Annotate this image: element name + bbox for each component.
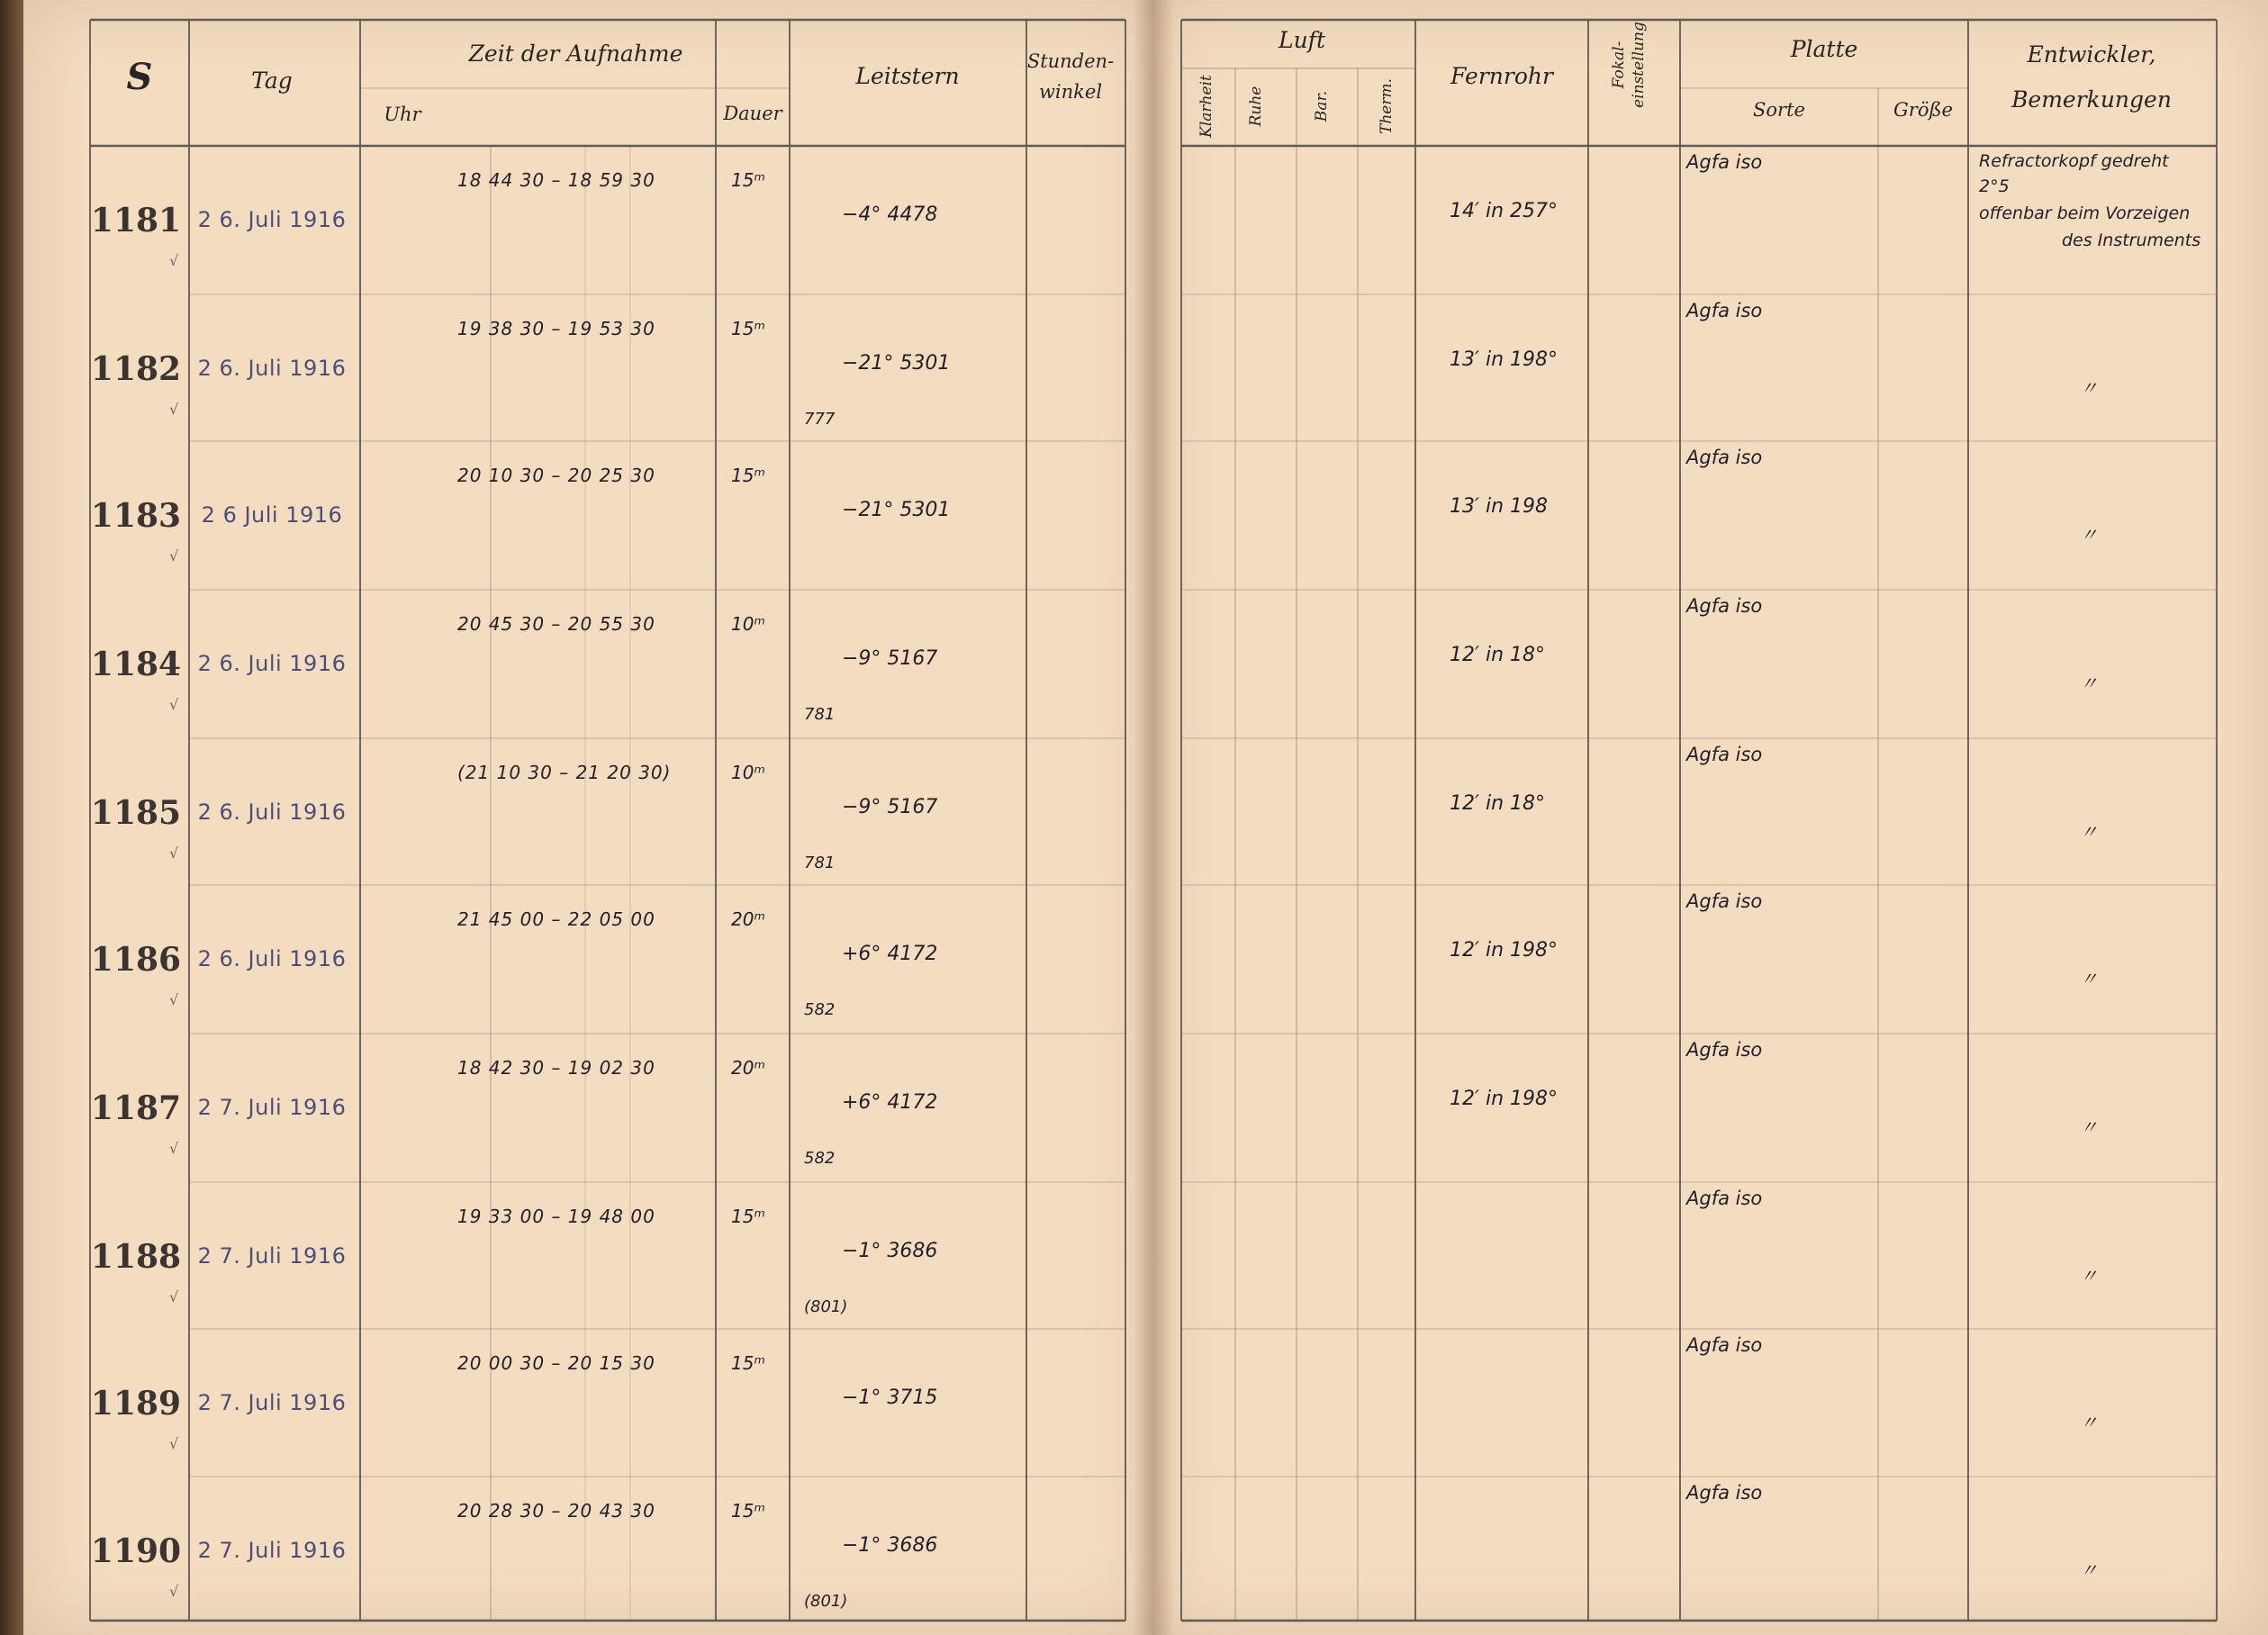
row-fernrohr: 12′ in 198° — [1450, 939, 1559, 962]
row-time: 20 00 30 – 20 15 30 — [457, 1352, 655, 1374]
row-date: 2 6. Juli 1916 — [197, 799, 347, 825]
row-ditto-mark: 〃 — [2080, 821, 2098, 843]
row-leitstern: +6° 4172 — [842, 943, 938, 965]
row-date: 2 7. Juli 1916 — [197, 1390, 347, 1415]
header-sorte: Sorte — [1753, 99, 1805, 121]
row-leitstern-note: 777 — [804, 410, 836, 429]
row-leitstern: −1° 3715 — [842, 1387, 938, 1409]
row-s-number: 1181 — [90, 202, 182, 239]
header-dauer: Dauer — [723, 103, 782, 124]
row-dauer: 15ᵐ — [731, 1206, 765, 1227]
row-dauer: 20ᵐ — [731, 908, 765, 930]
row-time: 18 44 30 – 18 59 30 — [457, 169, 655, 191]
header-fokal-2: einstellung — [1630, 22, 1648, 108]
row-platte-sorte: Agfa iso — [1686, 300, 1763, 321]
row-s-number: 1184 — [90, 646, 182, 683]
row-time: (21 10 30 – 21 20 30) — [457, 762, 672, 783]
row-platte-sorte: Agfa iso — [1686, 447, 1763, 468]
row-ditto-mark: 〃 — [2080, 377, 2098, 399]
row-date: 2 6. Juli 1916 — [197, 207, 347, 232]
header-platte: Platte — [1790, 36, 1858, 62]
header-klarheit: Klarheit — [1197, 75, 1215, 138]
header-entwickler-1: Entwickler, — [2027, 41, 2156, 68]
row-leitstern-note: 781 — [804, 705, 836, 724]
header-fernrohr: Fernrohr — [1450, 63, 1553, 89]
row-checkmark: √ — [169, 1288, 179, 1305]
row-platte-sorte: Agfa iso — [1686, 890, 1763, 912]
row-time: 19 33 00 – 19 48 00 — [457, 1206, 655, 1227]
row-ditto-mark: 〃 — [2080, 673, 2098, 694]
book-spine — [0, 0, 23, 1635]
remark-line-2: 2°5 — [1979, 176, 2010, 196]
header-s: S — [126, 56, 153, 98]
row-checkmark: √ — [169, 696, 179, 713]
row-checkmark: √ — [169, 845, 179, 862]
row-ditto-mark: 〃 — [2080, 1116, 2098, 1138]
row-platte-sorte: Agfa iso — [1686, 595, 1763, 617]
row-leitstern: −9° 5167 — [842, 796, 938, 818]
row-s-number: 1183 — [90, 497, 182, 535]
row-fernrohr: 13′ in 198 — [1450, 495, 1549, 518]
row-checkmark: √ — [169, 401, 179, 418]
row-date: 2 6. Juli 1916 — [197, 356, 347, 381]
row-dauer: 15ᵐ — [731, 169, 765, 191]
row-checkmark: √ — [169, 547, 179, 565]
row-leitstern-note: (801) — [804, 1592, 848, 1611]
row-time: 20 28 30 – 20 43 30 — [457, 1500, 655, 1522]
row-leitstern: +6° 4172 — [842, 1091, 938, 1114]
row-leitstern: −1° 3686 — [842, 1534, 938, 1557]
row-ditto-mark: 〃 — [2080, 968, 2098, 989]
row-checkmark: √ — [169, 252, 179, 269]
row-s-number: 1190 — [90, 1532, 182, 1570]
row-s-number: 1187 — [90, 1089, 182, 1127]
row-dauer: 10ᵐ — [731, 613, 765, 635]
row-date: 2 6 Juli 1916 — [201, 502, 343, 528]
header-bar: Bar. — [1313, 90, 1331, 122]
header-luft: Luft — [1278, 27, 1325, 53]
row-ditto-mark: 〃 — [2080, 1559, 2098, 1581]
header-ruhe: Ruhe — [1247, 86, 1265, 127]
row-ditto-mark: 〃 — [2080, 1265, 2098, 1287]
row-date: 2 7. Juli 1916 — [197, 1243, 347, 1269]
row-platte-sorte: Agfa iso — [1686, 744, 1763, 765]
row-s-number: 1186 — [90, 941, 182, 979]
row-s-number: 1185 — [90, 794, 182, 832]
row-leitstern-note: (801) — [804, 1297, 848, 1316]
row-leitstern-note: 582 — [804, 1000, 836, 1019]
row-time: 18 42 30 – 19 02 30 — [457, 1057, 655, 1079]
row-dauer: 20ᵐ — [731, 1057, 765, 1079]
row-platte-sorte: Agfa iso — [1686, 1039, 1763, 1061]
header-leitstern: Leitstern — [855, 63, 960, 89]
row-platte-sorte: Agfa iso — [1686, 151, 1763, 173]
row-time: 20 10 30 – 20 25 30 — [457, 465, 655, 486]
row-s-number: 1189 — [90, 1385, 182, 1423]
header-therm: Therm. — [1378, 78, 1396, 134]
row-leitstern-note: 781 — [804, 854, 836, 872]
row-platte-sorte: Agfa iso — [1686, 1188, 1763, 1209]
remark-line-3: offenbar beim Vorzeigen — [1979, 203, 2191, 223]
remark-line-1: Refractorkopf gedreht — [1979, 151, 2169, 171]
row-fernrohr: 13′ in 198° — [1450, 348, 1559, 371]
row-dauer: 15ᵐ — [731, 318, 765, 339]
row-leitstern: −21° 5301 — [842, 499, 951, 521]
header-tag: Tag — [251, 68, 293, 94]
header-stundenwinkel-2: winkel — [1038, 81, 1103, 103]
row-fernrohr: 12′ in 18° — [1450, 644, 1546, 666]
row-leitstern: −4° 4478 — [842, 203, 938, 226]
remark-line-4: des Instruments — [2062, 230, 2201, 250]
row-s-number: 1182 — [90, 350, 182, 388]
row-checkmark: √ — [169, 1583, 179, 1600]
row-date: 2 6. Juli 1916 — [197, 946, 347, 971]
row-checkmark: √ — [169, 1140, 179, 1157]
header-zeit: Zeit der Aufnahme — [468, 41, 683, 67]
row-dauer: 15ᵐ — [731, 465, 765, 486]
row-fernrohr: 12′ in 198° — [1450, 1088, 1559, 1110]
row-ditto-mark: 〃 — [2080, 1412, 2098, 1433]
row-leitstern: −21° 5301 — [842, 352, 951, 375]
row-platte-sorte: Agfa iso — [1686, 1334, 1763, 1356]
row-dauer: 10ᵐ — [731, 762, 765, 783]
row-platte-sorte: Agfa iso — [1686, 1482, 1763, 1504]
row-leitstern: −1° 3686 — [842, 1240, 938, 1262]
row-checkmark: √ — [169, 991, 179, 1008]
row-dauer: 15ᵐ — [731, 1352, 765, 1374]
header-uhr: Uhr — [384, 104, 421, 125]
row-date: 2 6. Juli 1916 — [197, 651, 347, 676]
header-fokal-1: Fokal- — [1610, 41, 1628, 89]
row-ditto-mark: 〃 — [2080, 524, 2098, 546]
header-entwickler-2: Bemerkungen — [2011, 86, 2172, 113]
row-s-number: 1188 — [90, 1238, 182, 1276]
row-checkmark: √ — [169, 1435, 179, 1452]
row-date: 2 7. Juli 1916 — [197, 1095, 347, 1120]
row-leitstern-note: 582 — [804, 1149, 836, 1168]
row-fernrohr: 12′ in 18° — [1450, 792, 1546, 815]
row-time: 20 45 30 – 20 55 30 — [457, 613, 655, 635]
row-dauer: 15ᵐ — [731, 1500, 765, 1522]
header-stundenwinkel-1: Stunden- — [1026, 50, 1115, 72]
header-groesse: Größe — [1893, 99, 1953, 121]
row-fernrohr: 14′ in 257° — [1450, 200, 1559, 222]
row-time: 21 45 00 – 22 05 00 — [457, 908, 655, 930]
row-time: 19 38 30 – 19 53 30 — [457, 318, 655, 339]
row-date: 2 7. Juli 1916 — [197, 1538, 347, 1563]
row-leitstern: −9° 5167 — [842, 647, 938, 670]
